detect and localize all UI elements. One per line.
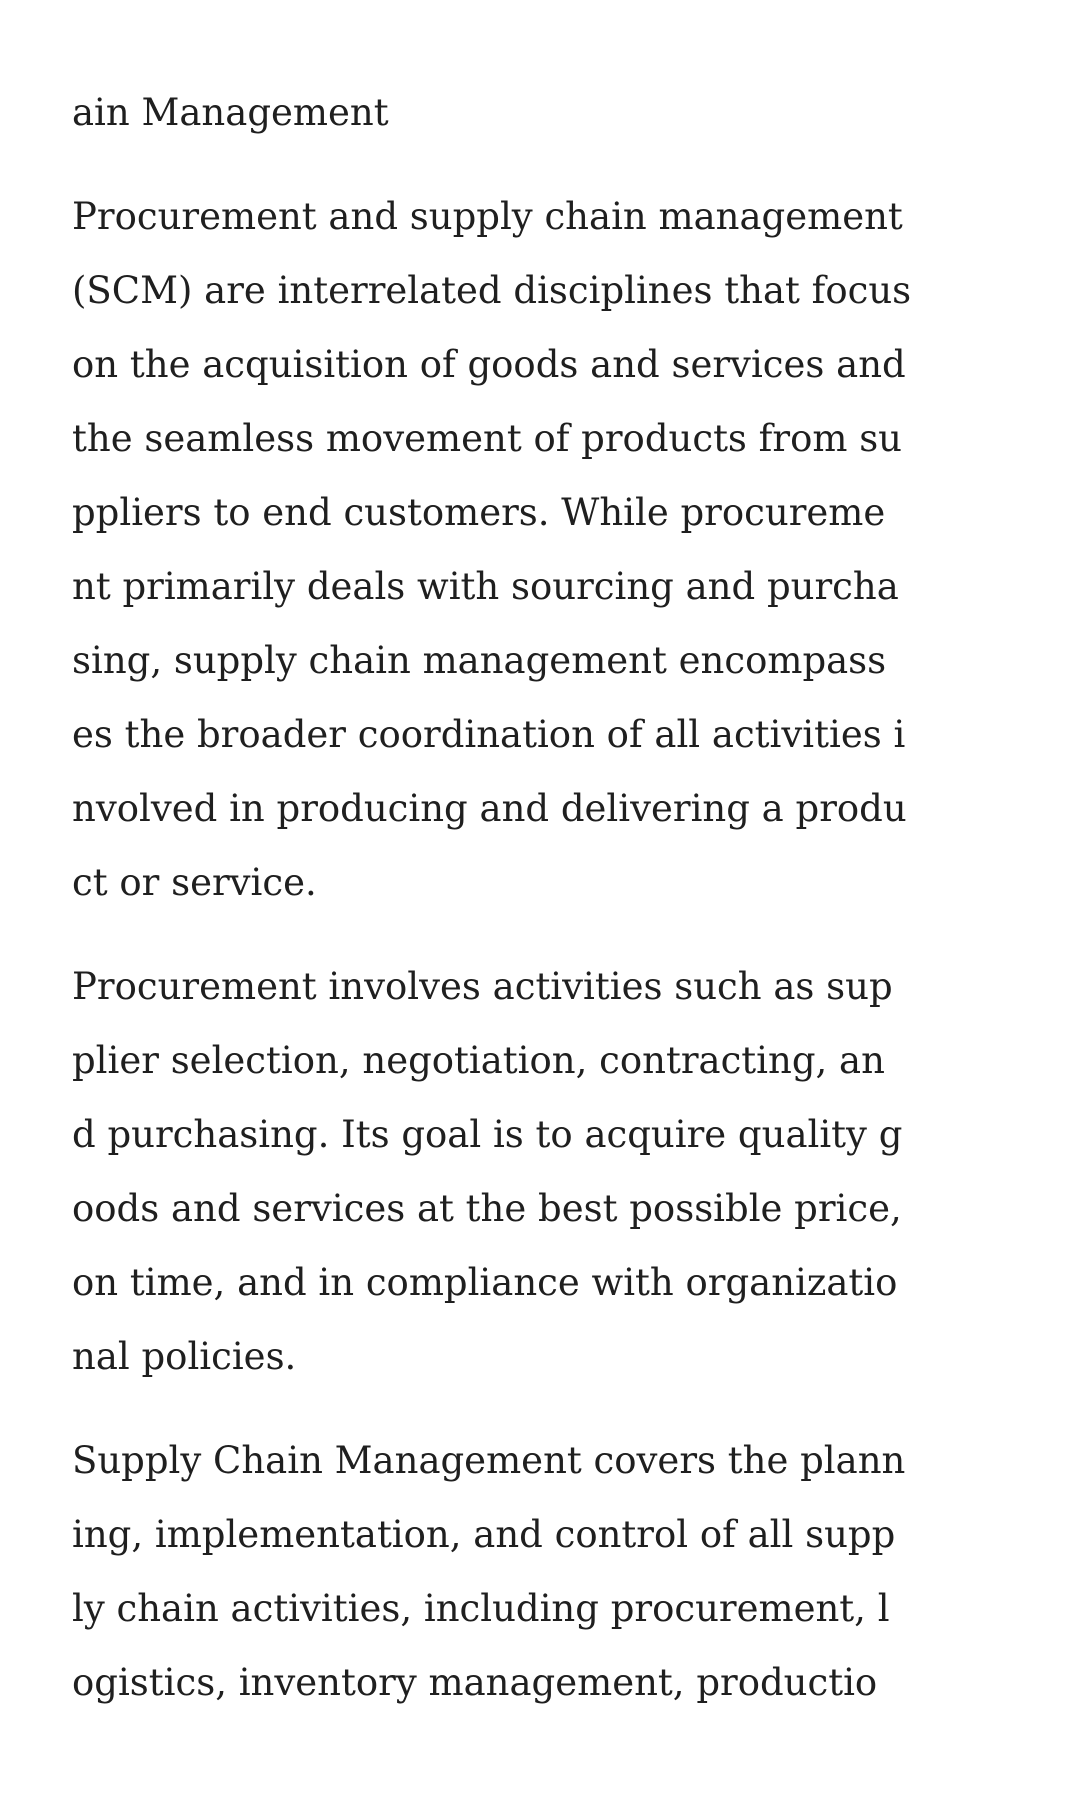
text-line: ly chain activities, including procurement, l — [72, 1587, 890, 1630]
text-line: oods and services at the best possible price, — [72, 1187, 902, 1230]
article-body — [72, 0, 1032, 1750]
text-line: Procurement and supply chain management — [72, 195, 903, 238]
text-line: the seamless movement of products from su — [72, 417, 903, 460]
paragraph-scm-coverage — [72, 1424, 1032, 1720]
text-line: nt primarily deals with sourcing and purcha — [72, 565, 899, 608]
text-line: plier selection, negotiation, contracting, an — [72, 1039, 885, 1082]
section-heading: ain Management — [72, 91, 389, 134]
text-line: nal policies. — [72, 1335, 297, 1378]
text-line: sing, supply chain management encompass — [72, 639, 887, 682]
paragraph-scm-intro — [72, 180, 1032, 920]
text-line: on time, and in compliance with organizatio — [72, 1261, 898, 1304]
text-line: (SCM) are interrelated disciplines that focus — [72, 269, 912, 312]
text-line: es the broader coordination of all activities i — [72, 713, 906, 756]
text-line: nvolved in producing and delivering a produ — [72, 787, 907, 830]
text-line: d purchasing. Its goal is to acquire quality g — [72, 1113, 903, 1156]
text-line: ppliers to end customers. While procureme — [72, 491, 886, 534]
text-line: ct or service. — [72, 861, 317, 904]
text-line: Procurement involves activities such as sup — [72, 965, 893, 1008]
text-line: Supply Chain Management covers the plann — [72, 1439, 906, 1482]
paragraph-procurement — [72, 950, 1032, 1394]
text-line: on the acquisition of goods and services and — [72, 343, 906, 386]
text-line: ing, implementation, and control of all supp — [72, 1513, 896, 1556]
text-line: ogistics, inventory management, productio — [72, 1661, 878, 1704]
